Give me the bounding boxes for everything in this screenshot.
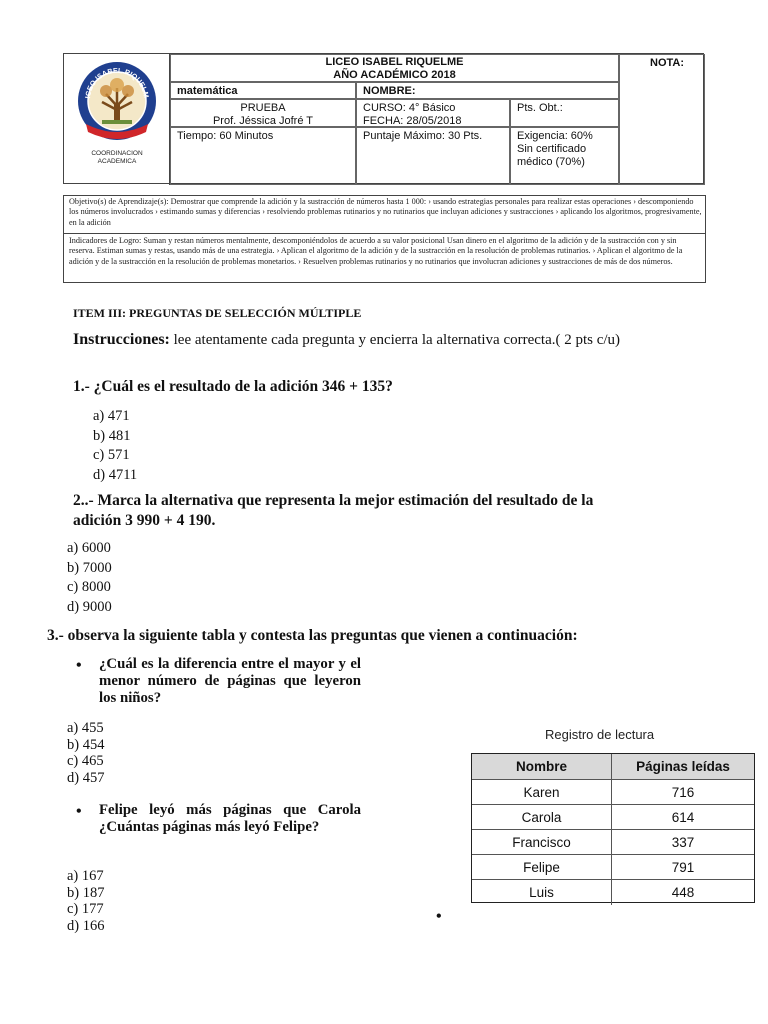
row-pages: 448 bbox=[671, 885, 695, 900]
sq2-option-a[interactable]: a) 167 bbox=[67, 868, 104, 884]
q1-option-d[interactable]: d) 4711 bbox=[93, 466, 138, 483]
course: CURSO: 4° Básico bbox=[363, 102, 456, 114]
subquestion-2: Felipe leyó más páginas que Carola ¿Cuántas páginas más leyó Felipe? bbox=[99, 802, 361, 835]
learning-objective: Objetivo(s) de Aprendizaje(s): Demostrar que comprende la adición y la sustracción de números hasta 1 000: › usando estrategias personales para realizar estas operaciones › descomponiendo los números involucrados › estimando sumas y diferencias › resolviendo problemas rutinarios y no rutinarios que incluyan adiciones y sustracciones › aplicando los algoritmos, progresivamente, en la adición bbox=[69, 197, 702, 227]
bullet-icon: • bbox=[76, 657, 82, 674]
points-obtained-cell[interactable] bbox=[510, 99, 619, 127]
school-seal-icon bbox=[76, 58, 158, 144]
row-name: Francisco bbox=[472, 830, 612, 855]
instructions-label: Instrucciones: bbox=[73, 331, 170, 348]
logo-cell bbox=[64, 54, 170, 185]
requirement-cell bbox=[510, 127, 619, 185]
test-info-cell bbox=[170, 99, 356, 127]
question-1-options bbox=[93, 406, 137, 484]
requirement-line-3: médico (70%) bbox=[517, 156, 585, 168]
question-1: 1.- ¿Cuál es el resultado de la adición 346 + 135? bbox=[73, 378, 393, 395]
bullet-icon: • bbox=[76, 803, 82, 820]
time-limit: Tiempo: 60 Minutos bbox=[177, 130, 274, 142]
sq1-option-c[interactable]: c) 465 bbox=[67, 753, 104, 769]
sq1-option-d[interactable]: d) 457 bbox=[67, 769, 105, 786]
reading-table bbox=[471, 753, 755, 903]
q1-option-c[interactable]: c) 571 bbox=[93, 447, 130, 463]
row-pages: 337 bbox=[671, 835, 695, 850]
subquestion-2-options bbox=[67, 868, 104, 934]
objectives-divider bbox=[64, 233, 705, 234]
q1-option-b[interactable]: b) 481 bbox=[93, 427, 131, 444]
sq1-option-b[interactable]: b) 454 bbox=[67, 736, 105, 753]
name-cell[interactable] bbox=[356, 82, 619, 99]
row-pages: 614 bbox=[671, 810, 695, 825]
question-2-options bbox=[67, 538, 112, 616]
svg-text:LICEO ISABEL RIQUELME: ICEO ISABEL RIQUELM bbox=[83, 65, 151, 99]
bullet-icon: • bbox=[436, 908, 442, 925]
sq2-option-b[interactable]: b) 187 bbox=[67, 884, 105, 901]
row-name: Felipe bbox=[472, 855, 612, 880]
coordination-label bbox=[76, 150, 158, 166]
max-score: Puntaje Máximo: 30 Pts. bbox=[363, 130, 483, 142]
achievement-indicators: Indicadores de Logro: Suman y restan números mentalmente, descomponiéndolos de acuerdo a su valor posicional Usan dinero en el algoritmo de la adición y de la sustracción con y sin reserva. Estiman sumas y restas, usando más de una estrategia. › Aplican el algoritmo de la adición y de la sustracción en la resolución de problemas rutinarios. › Aplican el algoritmo de la adición y de la sustracción en la resolución de problemas monetarios. › Resuelven problemas rutinarios y no rutinarios que involucran adiciones y sustracciones de más de dos números. bbox=[69, 236, 683, 266]
table-row bbox=[472, 854, 754, 879]
subquestion-1: ¿Cuál es la diferencia entre el mayor y el menor número de páginas que leyeron los niños? bbox=[99, 656, 361, 706]
sq1-option-a[interactable]: a) 455 bbox=[67, 720, 104, 736]
question-2-line-2: adición 3 990 + 4 190. bbox=[73, 512, 216, 529]
row-name: Luis bbox=[472, 880, 612, 905]
row-pages: 716 bbox=[671, 785, 695, 800]
reading-table-title: Registro de lectura bbox=[545, 727, 655, 742]
date: FECHA: 28/05/2018 bbox=[363, 115, 462, 127]
subject-cell bbox=[170, 82, 356, 99]
sq2-option-c[interactable]: c) 177 bbox=[67, 901, 104, 917]
time-cell bbox=[170, 127, 356, 185]
question-3: 3.- observa la siguiente tabla y contesta las preguntas que vienen a continuación: bbox=[47, 627, 578, 644]
teacher-name: Prof. Jéssica Jofré T bbox=[212, 115, 314, 127]
subquestion-1-options bbox=[67, 720, 104, 786]
item-title: ITEM III: PREGUNTAS DE SELECCIÓN MÚLTIPLE bbox=[73, 306, 362, 320]
table-row bbox=[472, 879, 754, 904]
nombre-label: NOMBRE: bbox=[363, 85, 416, 97]
instructions-text: lee atentamente cada pregunta y encierra la alternativa correcta.( 2 pts c/u) bbox=[169, 332, 621, 348]
q2-option-a[interactable]: a) 6000 bbox=[67, 540, 111, 556]
question-2-line-1: 2..- Marca la alternativa que representa la mejor estimación del resultado de la bbox=[73, 492, 594, 509]
instructions bbox=[73, 330, 698, 350]
pts-obt-label: Pts. Obt.: bbox=[517, 102, 563, 114]
row-name: Karen bbox=[472, 780, 612, 805]
requirement-line-1: Exigencia: 60% bbox=[517, 130, 593, 142]
q2-option-d[interactable]: d) 9000 bbox=[67, 598, 112, 615]
coord-line-2: ACADEMICA bbox=[97, 158, 137, 165]
row-name: Carola bbox=[472, 805, 612, 830]
q2-option-c[interactable]: c) 8000 bbox=[67, 579, 111, 595]
course-date-cell bbox=[356, 99, 510, 127]
coord-line-1: COORDINACION bbox=[91, 150, 143, 157]
subject: matemática bbox=[177, 85, 238, 97]
sq2-option-d[interactable]: d) 166 bbox=[67, 917, 105, 934]
table-row bbox=[472, 829, 754, 854]
school-logo bbox=[76, 58, 158, 182]
q1-option-a[interactable]: a) 471 bbox=[93, 408, 130, 424]
table-row bbox=[472, 804, 754, 829]
max-score-cell bbox=[356, 127, 510, 185]
header-pages: Páginas leídas bbox=[636, 759, 730, 774]
question-2 bbox=[73, 491, 698, 531]
table-header-row bbox=[472, 754, 754, 779]
row-pages: 791 bbox=[671, 860, 695, 875]
prueba-label: PRUEBA bbox=[240, 102, 286, 114]
q2-option-b[interactable]: b) 7000 bbox=[67, 559, 112, 576]
grade-cell bbox=[619, 54, 705, 185]
school-title-cell bbox=[170, 54, 619, 82]
table-row bbox=[472, 779, 754, 804]
school-name: LICEO ISABEL RIQUELME bbox=[325, 56, 464, 68]
header-name: Nombre bbox=[472, 754, 612, 779]
exam-header bbox=[63, 53, 704, 184]
requirement-line-2: Sin certificado bbox=[517, 143, 587, 155]
nota-label: NOTA: bbox=[650, 57, 685, 69]
objectives-box bbox=[63, 195, 706, 283]
academic-year: AÑO ACADÉMICO 2018 bbox=[333, 69, 456, 81]
